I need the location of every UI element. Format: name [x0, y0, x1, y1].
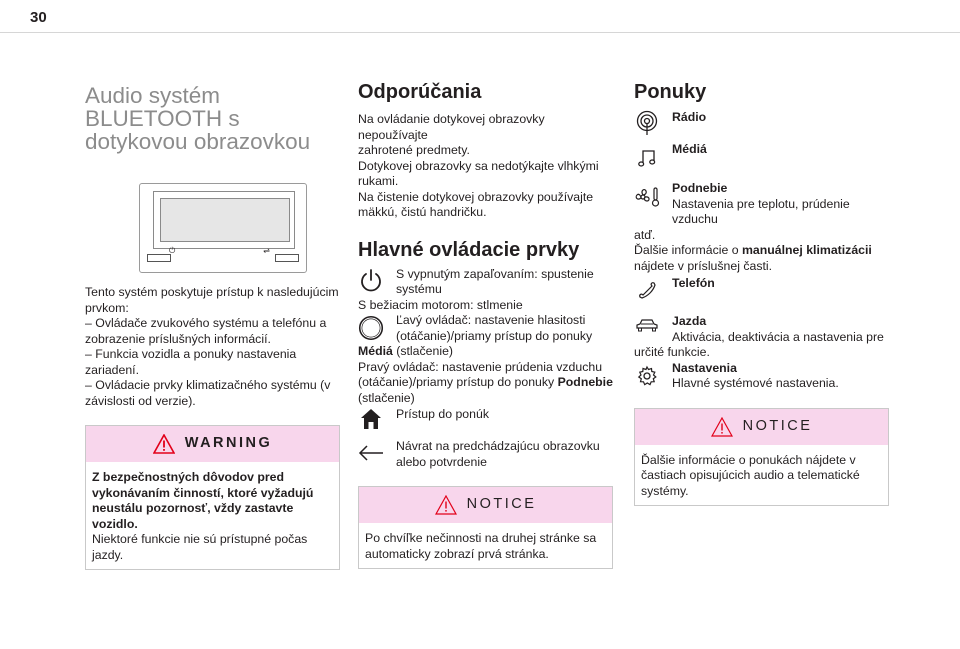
home-text: Prístup do ponúk [396, 407, 489, 421]
climate-fan-icon [634, 186, 660, 208]
usb-icon: ⇌ [263, 246, 270, 255]
knob-text-line: (otáčanie)/priamy prístup do ponuky [396, 328, 593, 343]
notice-heading: NOTICE [466, 496, 537, 513]
climate-label: Podnebie [672, 181, 728, 195]
chapter-title-line: dotykovou obrazovkou [85, 129, 311, 154]
notice-box-controls [358, 486, 613, 569]
back-text-line: alebo potvrdenie [396, 454, 487, 469]
main-controls-title: Hlavné ovládacie prvky [358, 238, 580, 261]
control-back [358, 439, 613, 470]
intro-line: – Funkcia vozidla a ponuky nastavenia [85, 347, 297, 361]
knob-text-line: Pravý ovládač: nastavenie prúdenia vzduchu [358, 359, 603, 374]
touchscreen-illustration [139, 183, 307, 273]
phone-icon [637, 280, 657, 300]
rec-line: Na ovládanie dotykovej obrazovky nepoužívajte [358, 112, 545, 142]
notice-triangle-icon [435, 495, 457, 515]
climate-text-line: atď. [634, 227, 656, 242]
settings-label: Nastavenia [672, 360, 737, 375]
power-text-line: S vypnutým zapaľovaním: spustenie [396, 266, 594, 281]
notice-text: Po chvíľke nečinnosti na druhej stránke sa automaticky zobrazí prvá stránka. [365, 531, 597, 561]
menu-media [634, 142, 889, 168]
column-audio-system [85, 80, 340, 570]
notice-header [635, 409, 888, 445]
intro-line: závislosti od verzie). [85, 393, 196, 408]
climate-text-line: Ďalšie informácie o [634, 243, 742, 257]
back-arrow-icon [358, 445, 384, 461]
menu-driving [634, 314, 889, 361]
knob-icon [358, 313, 384, 343]
notice-header [359, 487, 612, 523]
warning-heading: WARNING [184, 435, 273, 452]
knob-text-line: (stlačenie) [358, 390, 415, 405]
warning-bold-text: Z bezpečnostných dôvodov pred vykonávaním činností, ktoré vyžadujú neustálu pozornosť, vždy zastavte vozidlo. [92, 470, 314, 531]
driving-text-line: Aktivácia, deaktivácia a nastavenia pre [672, 329, 884, 344]
column-controls [358, 80, 613, 569]
home-icon [359, 407, 383, 431]
media-menu-ref: Médiá [358, 344, 393, 358]
gear-icon [636, 365, 658, 387]
knob-text-line: (stlačenie) [392, 344, 453, 358]
intro-line: prvkom: [85, 300, 129, 315]
chapter-title [85, 84, 340, 153]
intro-line: – Ovládače zvukového systému a telefónu a [85, 316, 327, 330]
phone-label: Telefón [672, 276, 715, 290]
notice-triangle-icon [711, 417, 733, 437]
intro-line: Tento systém poskytuje prístup k nasledujúcim [85, 285, 339, 299]
menu-climate [634, 181, 889, 274]
power-button-icon [358, 267, 384, 293]
menu-settings [634, 361, 889, 392]
control-home [358, 407, 613, 431]
climate-menu-ref: Podnebie [557, 375, 613, 389]
menus-title: Ponuky [634, 81, 707, 103]
knob-text-line: (otáčanie)/priamy prístup do ponuky [358, 375, 558, 389]
page-number: 30 [30, 9, 47, 26]
radio-label: Rádio [672, 110, 707, 124]
climate-text-line: nájdete v príslušnej časti. [634, 258, 773, 273]
warning-triangle-icon [153, 434, 175, 454]
chapter-title-line: BLUETOOTH s [85, 106, 240, 131]
settings-text-line: Hlavné systémové nastavenia. [672, 376, 839, 390]
menu-phone [634, 276, 889, 300]
rec-line: Na čistenie dotykovej obrazovky používajte [358, 189, 594, 204]
rec-line: Dotykovej obrazovky sa nedotýkajte vlhkými [358, 158, 599, 173]
recommendations-title: Odporúčania [358, 81, 482, 103]
intro-line: zariadení. [85, 362, 140, 377]
driving-label: Jazda [672, 314, 707, 328]
menu-radio [634, 110, 889, 136]
intro-line: – Ovládacie prvky klimatizačného systému (v [85, 378, 331, 392]
climate-text-line: Nastavenia pre teplotu, prúdenie vzduchu [672, 196, 850, 226]
power-text-line: S bežiacim motorom: stlmenie [358, 297, 523, 312]
warning-header [86, 426, 339, 462]
back-text-line: Návrat na predchádzajúcu obrazovku [396, 439, 600, 453]
warning-box [85, 425, 340, 570]
driving-text-line: určité funkcie. [634, 345, 710, 359]
manual-ac-ref: manuálnej klimatizácii [741, 243, 872, 257]
control-knob [358, 313, 613, 406]
rec-line: zahrotené predmety. [358, 143, 470, 157]
rec-line: rukami. [358, 174, 399, 188]
recommendations-text [358, 112, 613, 221]
warning-text: Niektoré funkcie nie sú prístupné počas jazdy. [92, 532, 308, 562]
power-icon: ⏻ [169, 246, 176, 255]
column-menus [634, 80, 889, 506]
control-power [358, 267, 613, 314]
header-divider [0, 32, 960, 33]
radio-icon [635, 110, 659, 136]
power-text-line: systému [396, 282, 442, 296]
car-icon [635, 317, 659, 335]
notice-heading: NOTICE [742, 417, 813, 434]
intro-line: zobrazenie príslušných informácií. [85, 331, 271, 346]
intro-text [85, 285, 340, 409]
chapter-title-line: Audio systém [85, 83, 221, 108]
notice-text: Ďalšie informácie o ponukách nájdete v častiach opisujúcich audio a telematické systémy. [641, 452, 860, 498]
rec-line: mäkkú, čistú handričku. [358, 205, 487, 219]
notice-box-menus [634, 408, 889, 507]
knob-text-line: Ľavý ovládač: nastavenie hlasitosti [396, 313, 586, 327]
media-label: Médiá [672, 142, 707, 156]
music-note-icon [637, 148, 657, 168]
